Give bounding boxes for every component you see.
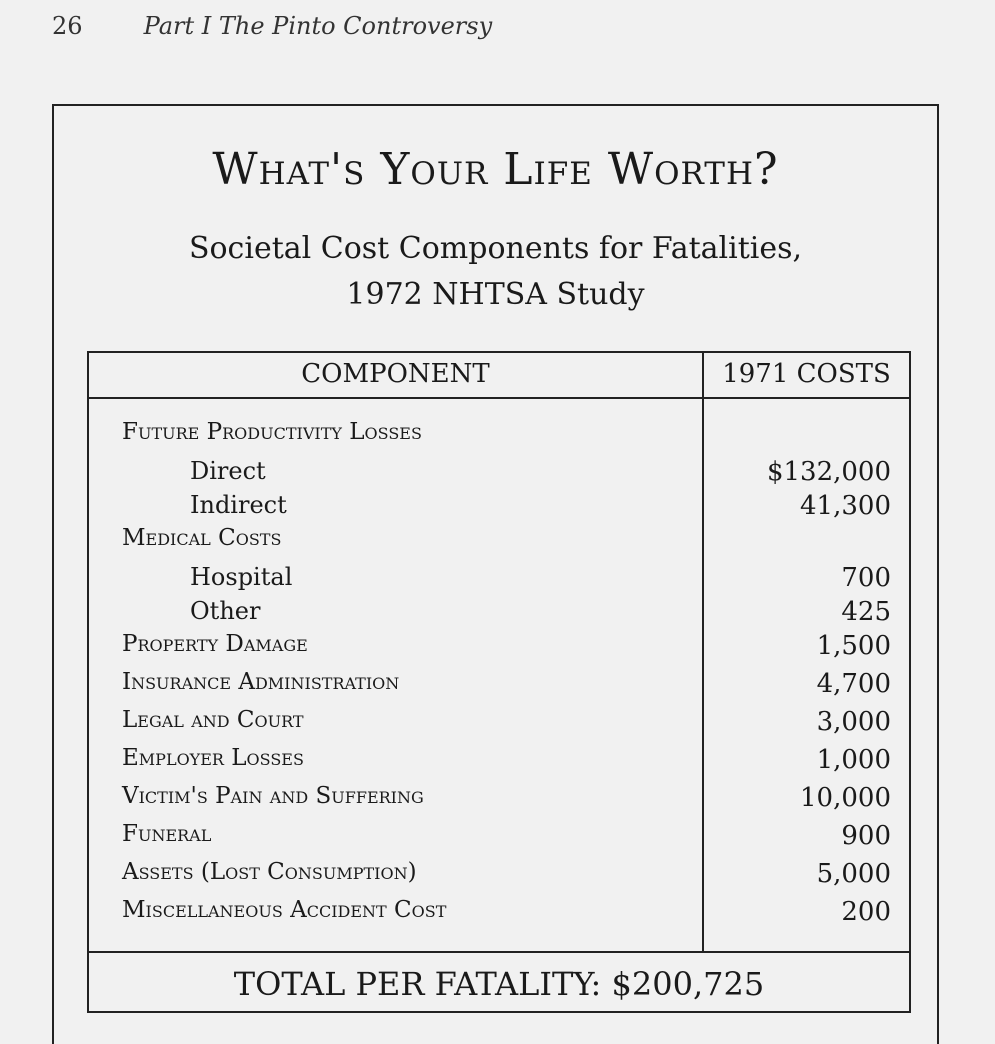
row-label: Employer Losses bbox=[122, 745, 304, 771]
row-label: Other bbox=[190, 597, 261, 625]
page-number: 26 bbox=[52, 12, 83, 40]
header-rule bbox=[89, 397, 909, 399]
subtitle-line-2: 1972 NHTSA Study bbox=[346, 277, 645, 312]
box-title: What's Your Life Worth? bbox=[212, 144, 779, 195]
row-value: 700 bbox=[841, 563, 891, 593]
column-header-component: COMPONENT bbox=[301, 359, 490, 389]
table-row bbox=[89, 451, 909, 485]
sidebar-box bbox=[52, 104, 939, 1044]
table-row bbox=[89, 625, 909, 663]
row-value: $132,000 bbox=[766, 457, 891, 487]
row-value: 200 bbox=[841, 897, 891, 927]
running-head bbox=[52, 12, 492, 40]
row-label: Victim's Pain and Suffering bbox=[122, 783, 424, 809]
table-row bbox=[89, 853, 909, 891]
row-value: 425 bbox=[841, 597, 891, 627]
row-label: Funeral bbox=[122, 821, 212, 847]
row-value: 41,300 bbox=[800, 491, 891, 521]
subtitle-line-1: Societal Cost Components for Fatalities, bbox=[188, 231, 803, 266]
row-label: Miscellaneous Accident Cost bbox=[122, 897, 447, 923]
row-label: Hospital bbox=[190, 563, 293, 591]
section-title: Part I The Pinto Controversy bbox=[143, 12, 493, 40]
row-label: Direct bbox=[190, 457, 266, 485]
row-value: 900 bbox=[841, 821, 891, 851]
row-value: 3,000 bbox=[816, 707, 891, 737]
table-row bbox=[89, 485, 909, 519]
table-row bbox=[89, 413, 909, 451]
row-value: 1,500 bbox=[816, 631, 891, 661]
row-value: 5,000 bbox=[816, 859, 891, 889]
table-row bbox=[89, 815, 909, 853]
table-row bbox=[89, 519, 909, 557]
row-value: 4,700 bbox=[816, 669, 891, 699]
row-label: Property Damage bbox=[122, 631, 308, 657]
table-row bbox=[89, 663, 909, 701]
row-label: Indirect bbox=[190, 491, 287, 519]
table-row bbox=[89, 557, 909, 591]
table-row bbox=[89, 701, 909, 739]
cost-table bbox=[87, 351, 911, 1013]
row-label: Medical Costs bbox=[122, 525, 282, 551]
table-row bbox=[89, 891, 909, 929]
row-value: 1,000 bbox=[816, 745, 891, 775]
row-value: 10,000 bbox=[800, 783, 891, 813]
row-label: Insurance Administration bbox=[122, 669, 400, 695]
total-rule bbox=[89, 951, 909, 953]
total-per-fatality: TOTAL PER FATALITY: $200,725 bbox=[233, 965, 765, 1003]
row-label: Legal and Court bbox=[122, 707, 304, 733]
box-subtitle bbox=[54, 226, 937, 318]
table-body bbox=[89, 413, 909, 929]
row-label: Future Productivity Losses bbox=[122, 419, 422, 445]
row-label: Assets (Lost Consumption) bbox=[122, 859, 417, 885]
table-row bbox=[89, 777, 909, 815]
table-row bbox=[89, 739, 909, 777]
column-header-costs: 1971 COSTS bbox=[722, 359, 891, 389]
table-row bbox=[89, 591, 909, 625]
